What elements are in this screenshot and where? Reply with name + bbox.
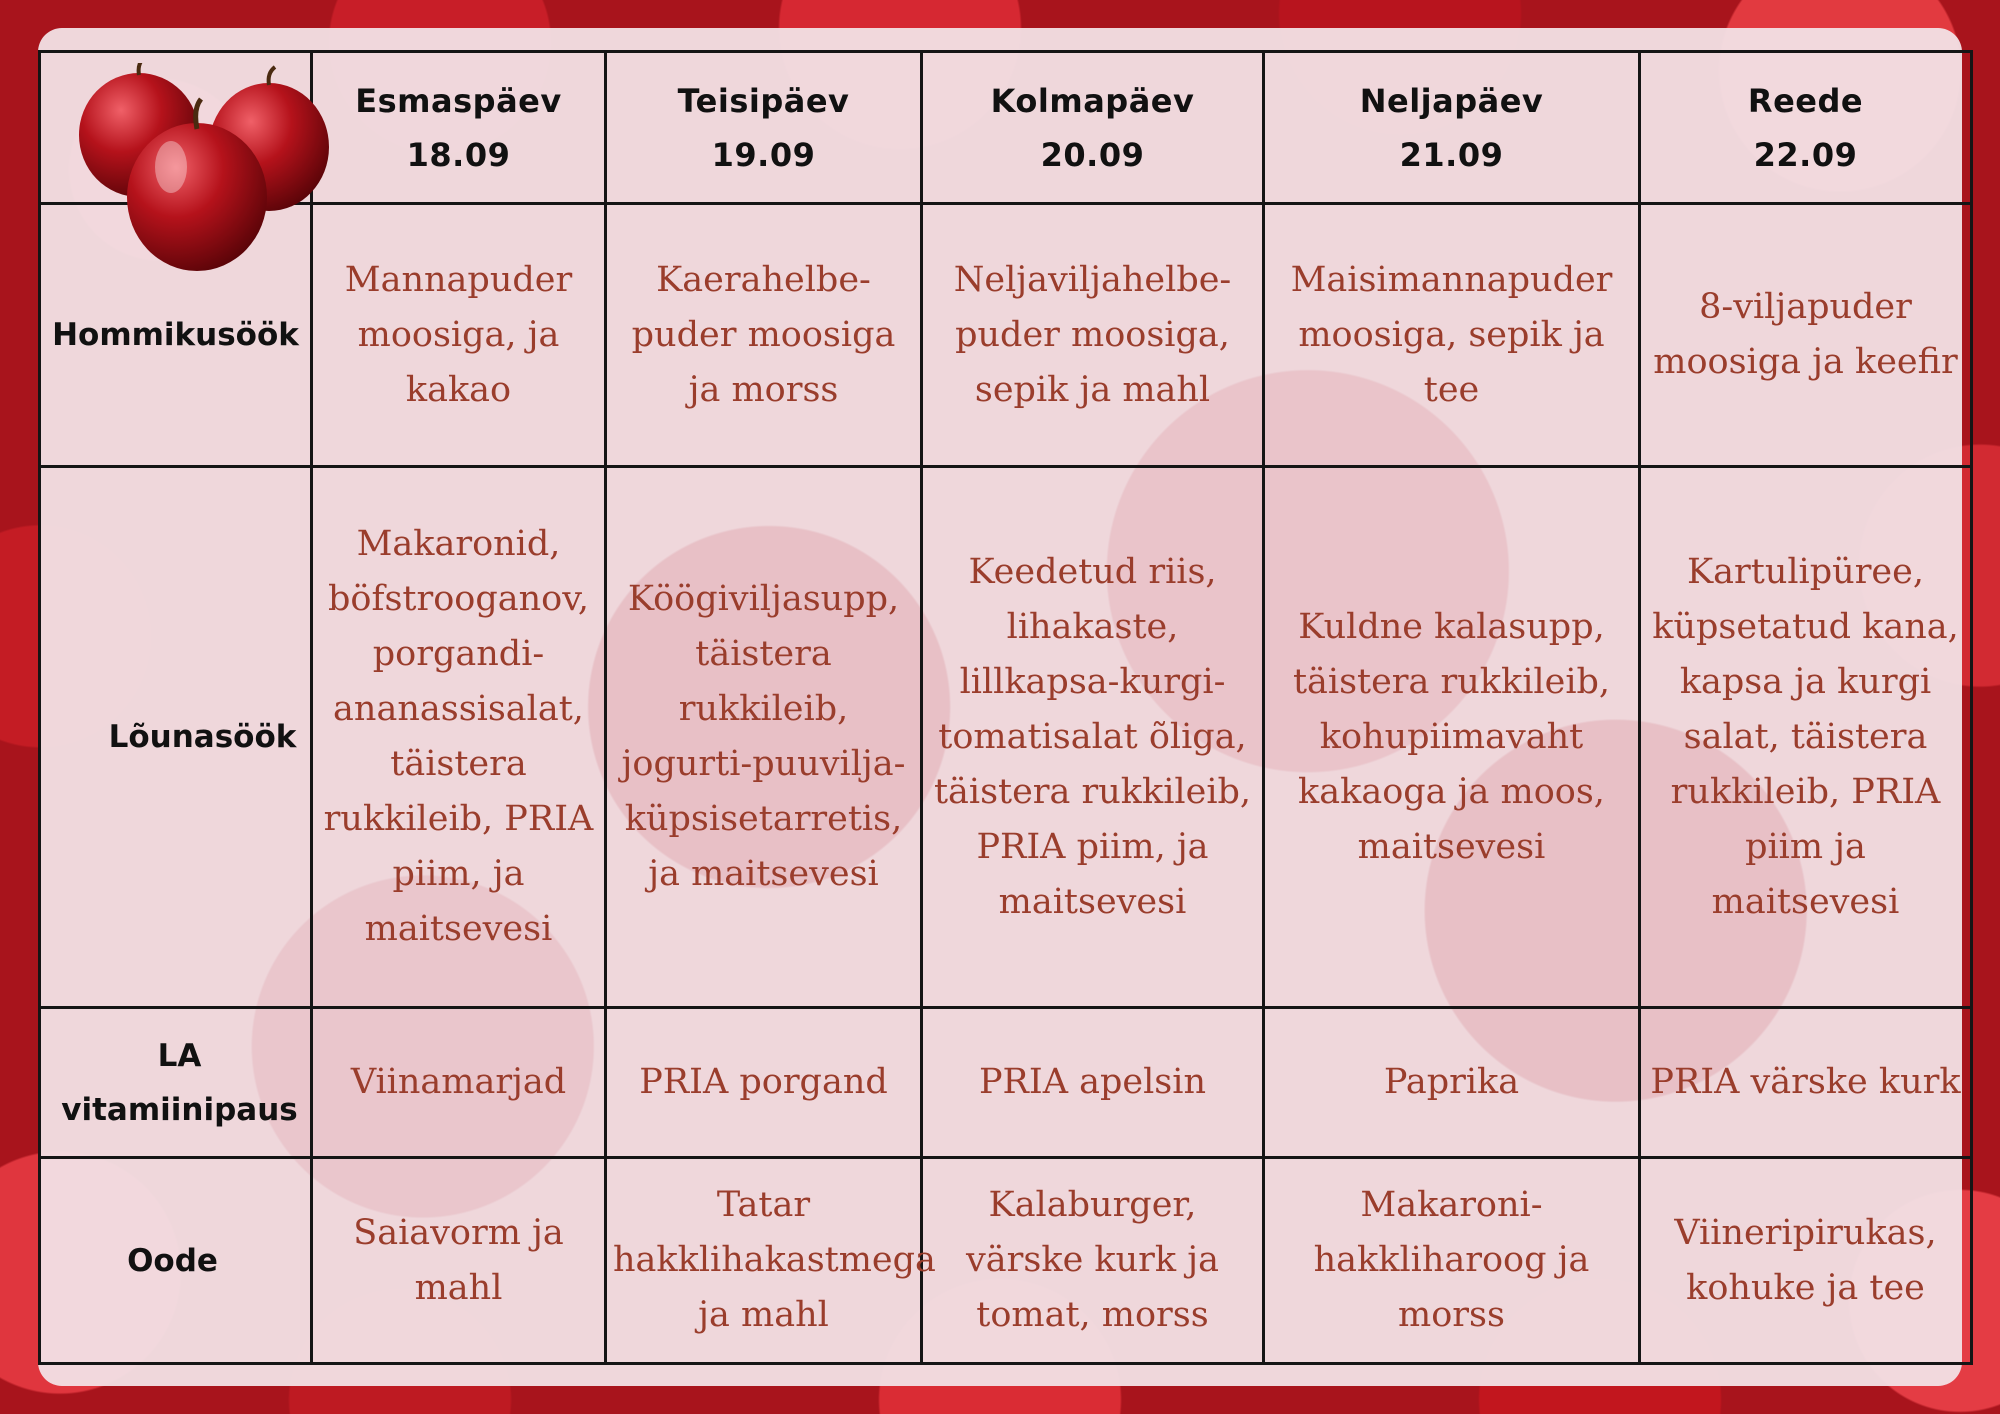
vitamin-break-row: [40, 1008, 1972, 1158]
meal-cell: Keedetud riis, lihakaste, lillkapsa-kurgi-tomatisalat õliga, täistera rukkileib, PRIA piim, ja maitsevesi: [922, 467, 1264, 1008]
row-label-snack: Oode: [40, 1158, 312, 1364]
meal-cell: Viinamarjad: [312, 1008, 606, 1158]
day-date: 19.09: [711, 135, 816, 174]
meal-cell: Kartulipüree, küpsetatud kana, kapsa ja kurgi salat, täistera rukkileib, PRIA piim ja maitsevesi: [1640, 467, 1972, 1008]
day-date: 22.09: [1753, 135, 1858, 174]
meal-cell: PRIA värske kurk: [1640, 1008, 1972, 1158]
meal-cell: Makaronid, böfstrooganov, porgandi-ananassisalat, täistera rukkileib, PRIA piim, ja maitsevesi: [312, 467, 606, 1008]
header-row: [40, 52, 1972, 204]
apple-icon: [61, 63, 331, 283]
row-label-breakfast: Hommikusöök: [40, 204, 312, 467]
weekly-menu-table: [38, 50, 1973, 1365]
apples-logo-cell: [40, 52, 312, 204]
day-header-wednesday: [922, 52, 1264, 204]
day-date: 20.09: [1040, 135, 1145, 174]
meal-cell: Kuldne kalasupp, täistera rukkileib, kohupiimavaht kakaoga ja moos, maitsevesi: [1264, 467, 1640, 1008]
meal-cell: Neljaviljahelbe-puder moosiga, sepik ja mahl: [922, 204, 1264, 467]
day-header-friday: [1640, 52, 1972, 204]
meal-cell: PRIA apelsin: [922, 1008, 1264, 1158]
meal-cell: Viineripirukas, kohuke ja tee: [1640, 1158, 1972, 1364]
row-label-line: LA: [157, 1037, 202, 1074]
meal-cell: Paprika: [1264, 1008, 1640, 1158]
day-name: Neljapäev: [1359, 81, 1544, 120]
row-label-line: vitamiinipaus: [61, 1091, 298, 1128]
day-date: 21.09: [1399, 135, 1504, 174]
meal-cell: Saiavorm ja mahl: [312, 1158, 606, 1364]
meal-cell: Kalaburger, värske kurk ja tomat, morss: [922, 1158, 1264, 1364]
meal-cell: Tatar hakklihakastmega ja mahl: [606, 1158, 922, 1364]
day-date: 18.09: [406, 135, 511, 174]
meal-cell: Köögiviljasupp, täistera rukkileib, jogurti-puuvilja-küpsisetarretis, ja maitsevesi: [606, 467, 922, 1008]
day-header-thursday: [1264, 52, 1640, 204]
lunch-row: [40, 467, 1972, 1008]
day-header-monday: [312, 52, 606, 204]
meal-cell: Maisimannapuder moosiga, sepik ja tee: [1264, 204, 1640, 467]
day-name: Teisipäev: [677, 81, 850, 120]
meal-cell: Makaroni-hakkliharoog ja morss: [1264, 1158, 1640, 1364]
row-label-lunch: Lõunasöök: [40, 467, 312, 1008]
meal-cell: Kaerahelbe-puder moosiga ja morss: [606, 204, 922, 467]
day-name: Reede: [1747, 81, 1864, 120]
meal-cell: 8-viljapuder moosiga ja keefir: [1640, 204, 1972, 467]
day-name: Kolmapäev: [990, 81, 1195, 120]
meal-cell: PRIA porgand: [606, 1008, 922, 1158]
row-label-vitamin-break: [40, 1008, 312, 1158]
day-name: Esmaspäev: [355, 81, 562, 120]
snack-row: [40, 1158, 1972, 1364]
day-header-tuesday: [606, 52, 922, 204]
meal-cell: Mannapuder moosiga, ja kakao: [312, 204, 606, 467]
